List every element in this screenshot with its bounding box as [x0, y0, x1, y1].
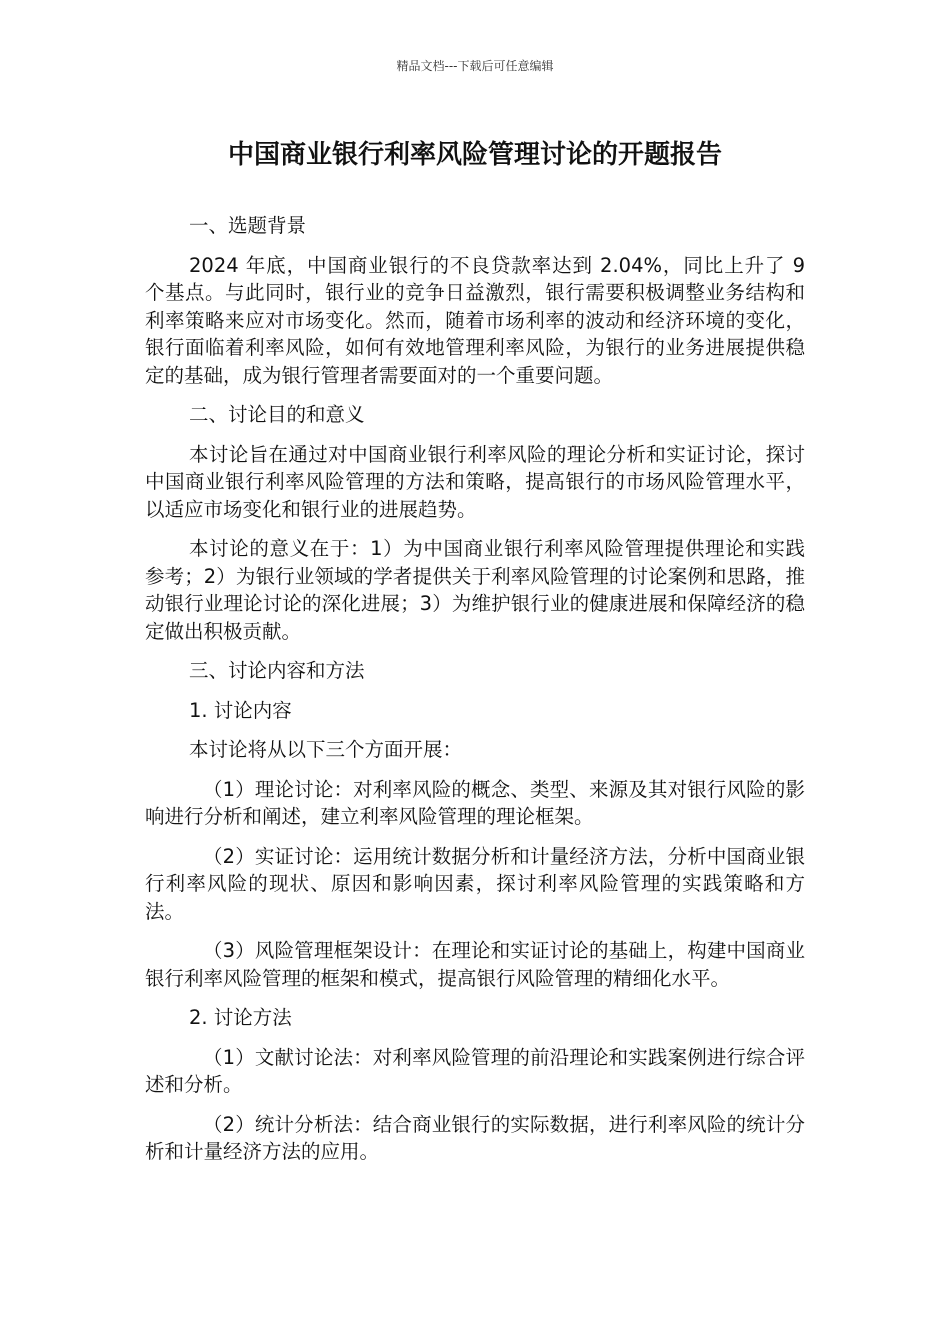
- section-heading-content-method: 三、讨论内容和方法: [189, 659, 365, 682]
- header-note: 精品文档---下载后可任意编辑: [396, 59, 554, 73]
- document-body: [145, 212, 805, 1178]
- paragraph-purpose: 本讨论旨在通过对中国商业银行利率风险的理论分析和实证讨论，探讨中国商业银行利率风险管理的方法和策略，提高银行的市场风险管理水平，以适应市场变化和银行业的进展趋势。: [145, 442, 805, 521]
- paragraph-background: 2024 年底，中国商业银行的不良贷款率达到 2.04%，同比上升了 9 个基点。与此同时，银行业的竞争日益激烈，银行需要积极调整业务结构和利率策略来应对市场变化。然而，随着市场利率的波动和经济环境的变化，银行面临着利率风险，如何有效地管理利率风险，为银行的业务进展提供稳定的基础，成为银行管理者需要面对的一个重要问题。: [145, 253, 805, 387]
- document-title: 中国商业银行利率风险管理讨论的开题报告: [227, 140, 722, 170]
- list-item-literature: （1）文献讨论法：对利率风险管理的前沿理论和实践案例进行综合评述和分析。: [145, 1045, 805, 1096]
- paragraph-content-intro: 本讨论将从以下三个方面开展：: [189, 738, 463, 761]
- list-item-framework: （3）风险管理框架设计：在理论和实证讨论的基础上，构建中国商业银行利率风险管理的框架和模式，提高银行风险管理的精细化水平。: [145, 939, 805, 990]
- subheading-method: 2. 讨论方法: [189, 1006, 292, 1029]
- section-heading-background: 一、选题背景: [189, 214, 307, 237]
- paragraph-significance: 本讨论的意义在于：1）为中国商业银行利率风险管理提供理论和实践参考；2）为银行业领域的学者提供关于利率风险管理的讨论案例和思路，推动银行业理论讨论的深化进展；3）为维护银行业的健康进展和保障经济的稳定做出积极贡献。: [145, 537, 805, 643]
- list-item-empirical: （2）实证讨论：运用统计数据分析和计量经济方法，分析中国商业银行利率风险的现状、原因和影响因素，探讨利率风险管理的实践策略和方法。: [145, 844, 805, 923]
- list-item-statistics: （2）统计分析法：结合商业银行的实际数据，进行利率风险的统计分析和计量经济方法的应用。: [145, 1112, 805, 1163]
- section-heading-purpose: 二、讨论目的和意义: [189, 403, 365, 426]
- subheading-content: 1. 讨论内容: [189, 698, 292, 722]
- list-item-theory: （1）理论讨论：对利率风险的概念、类型、来源及其对银行风险的影响进行分析和阐述，建立利率风险管理的理论框架。: [145, 777, 805, 828]
